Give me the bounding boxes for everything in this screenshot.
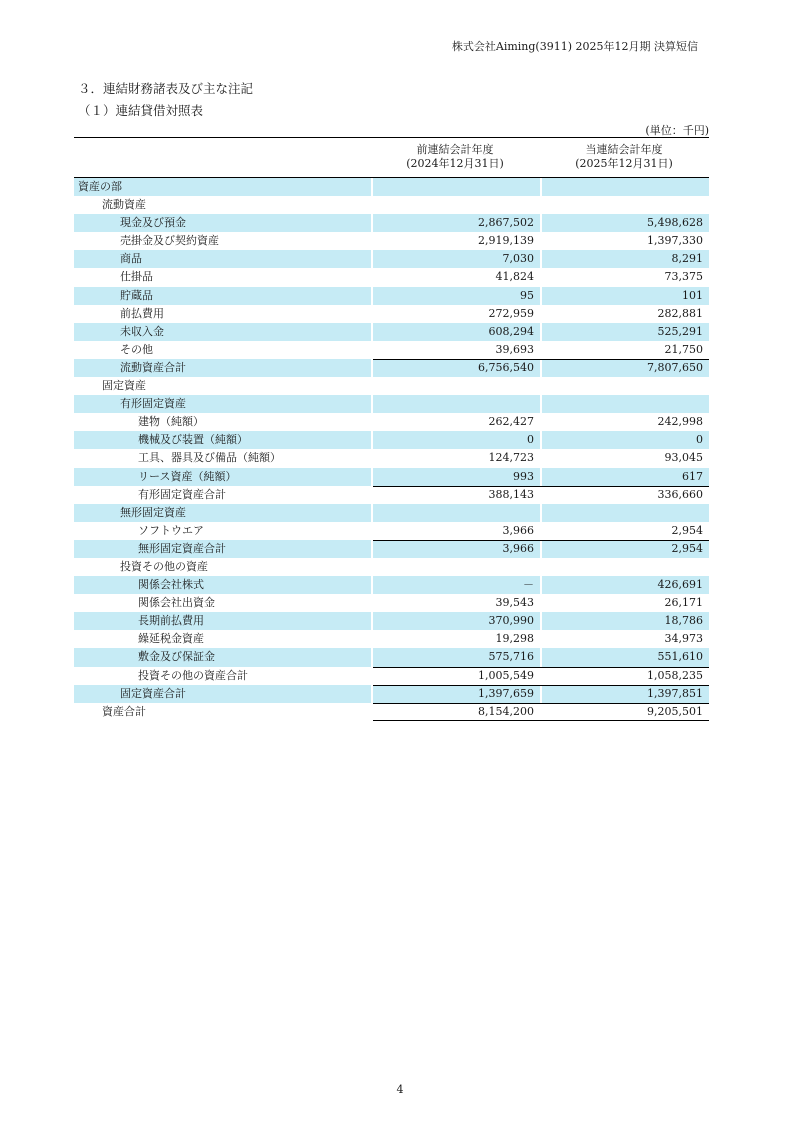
curr-value: 2,954	[671, 541, 703, 555]
table-row-subtotal	[74, 486, 709, 504]
prev-value: 124,723	[488, 451, 534, 465]
prev-value: 2,867,502	[478, 216, 534, 230]
table-row	[74, 377, 709, 395]
row-label: 有形固定資産合計	[138, 487, 226, 501]
prev-value: 1,397,659	[478, 686, 534, 700]
table-row	[74, 323, 709, 341]
table-row	[74, 196, 709, 214]
table-row-subtotal	[74, 359, 709, 377]
prev-value: 370,990	[488, 614, 534, 628]
table-row	[74, 232, 709, 250]
row-label: リース資産（純額）	[138, 469, 237, 483]
table-row	[74, 522, 709, 540]
row-label: 機械及び装置（純額）	[138, 433, 248, 447]
row-label: 関係会社出資金	[138, 596, 215, 610]
row-label: 売掛金及び契約資産	[120, 234, 219, 248]
prev-value: 19,298	[495, 632, 534, 646]
prev-value: 272,959	[488, 306, 534, 320]
row-label: 資産の部	[78, 180, 122, 193]
curr-value: 282,881	[657, 306, 703, 320]
table-row	[74, 612, 709, 630]
prev-value: 3,966	[502, 523, 534, 537]
table-row	[74, 250, 709, 268]
prev-value: 3,966	[502, 541, 534, 555]
column-header-prev-year	[375, 143, 535, 171]
column-header-prev-date: (2024年12月31日)	[406, 157, 504, 170]
prev-value: 575,716	[488, 650, 534, 664]
curr-value: 9,205,501	[647, 704, 703, 718]
document-header: 株式会社Aiming(3911) 2025年12月期 決算短信	[451, 40, 698, 53]
prev-value: 2,919,139	[478, 234, 534, 248]
row-label: 無形固定資産合計	[138, 541, 226, 555]
column-header-current-year	[544, 143, 704, 171]
curr-value: 525,291	[657, 324, 703, 338]
curr-value: 8,291	[671, 252, 703, 266]
section-title: ３．連結財務諸表及び主な注記	[78, 81, 254, 96]
row-label: 流動資産	[102, 198, 146, 212]
curr-value: 2,954	[671, 523, 703, 537]
row-label: 貯蔵品	[120, 288, 153, 302]
curr-value: 551,610	[657, 650, 703, 664]
row-label: 商品	[120, 252, 142, 266]
table-row	[74, 504, 709, 522]
table-row-subtotal	[74, 667, 709, 685]
prev-value: 39,693	[495, 342, 534, 356]
column-header-prev-title: 前連結会計年度	[416, 143, 494, 156]
row-label: 固定資産	[102, 379, 146, 393]
prev-value: 262,427	[488, 415, 534, 429]
table-row-grand-total	[74, 703, 709, 721]
row-label: 有形固定資産	[120, 397, 186, 411]
table-row	[74, 431, 709, 449]
curr-value: 26,171	[664, 596, 703, 610]
curr-value: 7,807,650	[647, 360, 703, 374]
curr-value: 18,786	[664, 614, 703, 628]
table-row	[74, 341, 709, 359]
curr-value: 101	[682, 288, 703, 302]
prev-value: 388,143	[488, 487, 534, 501]
prev-value: 41,824	[495, 270, 534, 284]
table-row	[74, 305, 709, 323]
curr-value: 0	[696, 433, 703, 447]
table-row	[74, 214, 709, 232]
curr-value: 426,691	[657, 578, 703, 592]
column-header-curr-date: (2025年12月31日)	[575, 157, 673, 170]
row-label: 仕掛品	[120, 270, 153, 284]
row-label: 固定資産合計	[120, 686, 186, 700]
table-row	[74, 268, 709, 286]
table-row	[74, 594, 709, 612]
row-label: 未収入金	[120, 324, 164, 338]
row-label: 敷金及び保証金	[138, 650, 215, 664]
row-label: 工具、器具及び備品（純額）	[138, 451, 281, 465]
row-label: 現金及び預金	[120, 216, 186, 230]
table-row	[74, 178, 709, 196]
table-row	[74, 648, 709, 666]
row-label: 投資その他の資産合計	[138, 668, 248, 682]
prev-value: 1,005,549	[478, 668, 534, 682]
table-row	[74, 287, 709, 305]
row-label: その他	[120, 342, 153, 356]
row-label: 無形固定資産	[120, 505, 186, 519]
curr-value: 93,045	[664, 451, 703, 465]
prev-value: 993	[513, 469, 534, 483]
table-top-rule	[74, 137, 709, 138]
curr-value: 1,058,235	[647, 668, 703, 682]
prev-value: 8,154,200	[478, 704, 534, 718]
prev-value: 39,543	[495, 596, 534, 610]
unit-label: (単位：千円)	[645, 124, 709, 137]
row-label: 長期前払費用	[138, 614, 204, 628]
curr-value: 73,375	[664, 270, 703, 284]
balance-sheet-table	[74, 178, 709, 721]
table-row	[74, 558, 709, 576]
column-header-curr-title: 当連結会計年度	[585, 143, 663, 156]
row-label: 資産合計	[102, 704, 146, 718]
prev-value: 95	[520, 288, 534, 302]
row-label: 流動資産合計	[120, 360, 186, 374]
page-number: 4	[396, 1083, 404, 1096]
curr-value: 21,750	[664, 342, 703, 356]
curr-value: 1,397,851	[647, 686, 703, 700]
table-row	[74, 468, 709, 486]
prev-value: 7,030	[502, 252, 534, 266]
curr-value: 617	[682, 469, 703, 483]
curr-value: 1,397,330	[647, 234, 703, 248]
table-row	[74, 395, 709, 413]
row-label: 繰延税金資産	[138, 632, 204, 646]
prev-value: 6,756,540	[478, 360, 534, 374]
row-label: 投資その他の資産	[120, 559, 208, 573]
table-row-subtotal	[74, 685, 709, 703]
table-row-subtotal	[74, 540, 709, 558]
prev-value: 608,294	[488, 324, 534, 338]
curr-value: 34,973	[664, 632, 703, 646]
table-row	[74, 630, 709, 648]
curr-value: 336,660	[657, 487, 703, 501]
curr-value: 242,998	[657, 415, 703, 429]
prev-value: －	[523, 578, 534, 592]
prev-value: 0	[527, 433, 534, 447]
table-row	[74, 449, 709, 467]
row-label: 関係会社株式	[138, 578, 204, 592]
table-row	[74, 576, 709, 594]
table-row	[74, 413, 709, 431]
subsection-title: （１）連結貸借対照表	[78, 103, 204, 118]
row-label: 建物（純額）	[138, 415, 204, 429]
row-label: 前払費用	[120, 306, 164, 320]
row-label: ソフトウエア	[138, 523, 204, 537]
curr-value: 5,498,628	[647, 216, 703, 230]
